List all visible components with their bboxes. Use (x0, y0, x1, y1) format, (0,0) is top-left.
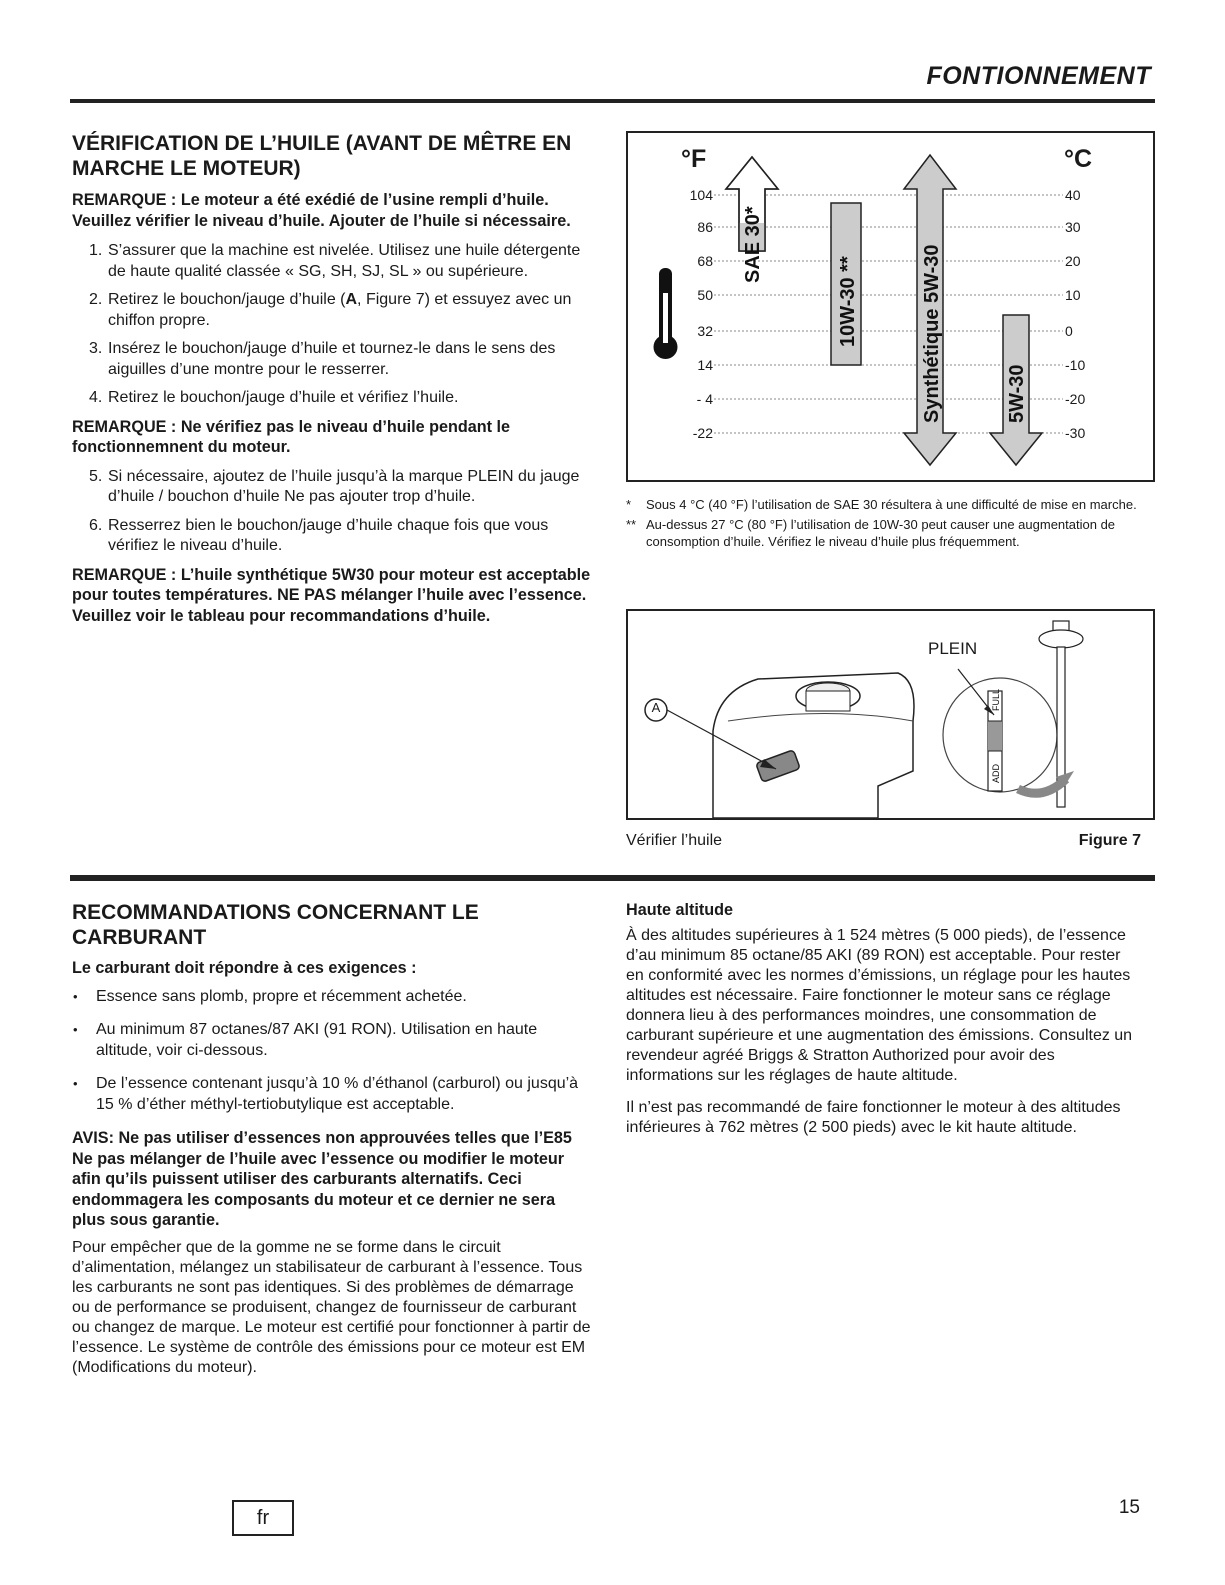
c-tick-labels (1065, 184, 1105, 444)
c-tick: -10 (1065, 357, 1086, 373)
altitude-paragraph-1: À des altitudes supérieures à 1 524 mètres (5 000 pieds), de l’essence d’au minimum 85 octane/85 AKI (89 RON) est acceptable. Pour rester en conformité avec les normes d’émissions, un réglage pour les hautes altitudes est nécessaire. Faire fonctionner le moteur sans ce réglage donnera lieu à des performances moindres, une consommation de carburant supérieure et une augmentation des émissions. Consultez un revendeur agréé Briggs & Stratton Authorized pour avoir des informations sur les réglages de haute altitude. (626, 926, 1133, 1084)
oil-check-section (72, 131, 592, 626)
list-item: • Essence sans plomb, propre et récemment achetée. (72, 987, 592, 1008)
list-item: • De l’essence contenant jusqu’à 10 % d’éthanol (carburol) ou jusqu’à 15 % d’éther méthyl-tertiobutylique est acceptable. (72, 1074, 592, 1115)
altitude-section (626, 900, 1141, 1138)
oil-check-title: VÉRIFICATION DE L’HUILE (AVANT DE MÊTRE EN MARCHE LE MOTEUR) (72, 132, 572, 180)
fuel-subtitle: Le carburant doit répondre à ces exigences : (72, 959, 417, 977)
oil-step: 6. Resserrez bien le bouchon/jauge d’huile chaque fois que vous vérifiez le niveau d’huile. (89, 516, 549, 554)
f-tick: -22 (692, 425, 713, 441)
figure-7 (626, 609, 1155, 820)
oil-note-1: REMARQUE : Le moteur a été exédié de l’usine rempli d’huile. Veuillez vérifier le niveau d’huile. Ajouter de l’huile si nécessaire. (72, 191, 571, 230)
oil-label-synth: Synthétique 5W-30 (921, 244, 943, 423)
fuel-title: RECOMMANDATIONS CONCERNANT LE CARBURANT (72, 901, 479, 949)
oil-check-illustration (628, 611, 1153, 818)
oil-step: 2. Retirez le bouchon/jauge d’huile (A, Figure 7) et essuyez avec un chiffon propre. (89, 291, 572, 329)
fuel-warning: AVIS: Ne pas utiliser d’essences non approuvées telles que l’E85 Ne pas mélanger de l’huile avec l’essence ou modifier le moteur afin qu’ils puissent utiliser des carburants alternatifs. Ceci endommagera les composants du moteur et ce dernier ne sera plus sous garantie. (72, 1129, 572, 1229)
dipstick-full-label: FULL (991, 688, 1001, 711)
f-tick: 86 (697, 219, 713, 235)
fuel-requirements (72, 987, 592, 1116)
figure-caption: Vérifier l’huile (626, 832, 723, 849)
oil-label-10w30: 10W-30 ** (837, 256, 859, 347)
c-tick: 30 (1065, 219, 1081, 235)
c-tick: 10 (1065, 287, 1081, 303)
unit-fahrenheit: °F (681, 145, 707, 173)
oil-steps-b (72, 467, 592, 557)
footnote: * Sous 4 °C (40 °F) l’utilisation de SAE 30 résultera à une difficulté de mise en marche. (626, 497, 1137, 512)
c-tick: -30 (1065, 425, 1086, 441)
f-tick: 68 (697, 253, 713, 269)
page-number: 15 (1118, 1497, 1140, 1518)
c-tick: -20 (1065, 391, 1086, 407)
c-tick: 0 (1065, 323, 1073, 339)
figure-number: Figure 7 (1078, 832, 1141, 849)
oil-label-sae30: SAE 30* (742, 206, 764, 283)
f-tick: 104 (689, 187, 713, 203)
fuel-body: Pour empêcher que de la gomme ne se forme dans le circuit d’alimentation, mélangez un stabilisateur de carburant à l’essence. Tous les carburants ne sont pas identiques. Si des problèmes de démarrage ou de performance se produisent, changez de fournisseur de carburant ou changez de marque. Le moteur est certifié pour fonctionner à partir de l’essence. Le système de contrôle des émissions pour ce moteur est EM (Modifications du moteur). (72, 1238, 591, 1376)
oil-note-3: REMARQUE : L’huile synthétique 5W30 pour moteur est acceptable pour toutes températures. NE PAS mélanger l’huile avec l’essence. Veuillez voir le tableau pour recommandations d’huile. (72, 565, 591, 625)
unit-celsius: °C (1064, 145, 1093, 173)
f-tick: 14 (697, 357, 713, 373)
oil-step: 4. Retirez le bouchon/jauge d’huile et vérifiez l’huile. (89, 389, 459, 406)
list-item: • Au minimum 87 octanes/87 AKI (91 RON). Utilisation en haute altitude, voir ci-dessous. (72, 1020, 592, 1061)
fuel-section (72, 900, 592, 1378)
section-rule (70, 875, 1155, 881)
footnote: ** Au-dessus 27 °C (80 °F) l’utilisation de 10W-30 peut causer une augmentation de consomption d’huile. Vérifiez le niveau d’huile plus fréquemment. (626, 516, 1116, 549)
oil-step: 5. Si nécessaire, ajoutez de l’huile jusqu’à la marque PLEIN du jauge d’huile / bouchon d’huile Ne pas ajouter trop d’huile. (89, 467, 580, 505)
f-tick-labels (673, 184, 713, 444)
oil-steps-a (72, 241, 592, 409)
viscosity-chart (626, 131, 1155, 482)
oil-label-5w30: 5W-30 (1006, 364, 1028, 423)
section-header: FONTIONNEMENT (926, 62, 1151, 90)
altitude-title: Haute altitude (626, 901, 734, 919)
c-tick: 40 (1065, 187, 1081, 203)
header-rule (70, 99, 1155, 103)
oil-step: 3. Insérez le bouchon/jauge d’huile et tournez-le dans le sens des aiguilles d’une montre pour le resserrer. (89, 340, 556, 378)
dipstick-add-label: ADD (991, 763, 1001, 783)
oil-note-2: REMARQUE : Ne vérifiez pas le niveau d’huile pendant le fonctionnemnent du moteur. (72, 417, 511, 456)
chart-footnotes (626, 496, 1141, 553)
plein-label: PLEIN (928, 639, 978, 658)
f-tick: 50 (697, 287, 713, 303)
c-tick: 20 (1065, 253, 1081, 269)
language-badge: fr (232, 1500, 294, 1536)
callout-a-label: A (651, 700, 661, 715)
f-tick: - 4 (696, 391, 713, 407)
f-tick: 32 (697, 323, 713, 339)
altitude-paragraph-2: Il n’est pas recommandé de faire fonctionner le moteur à des altitudes inférieures à 762 mètres (2 500 pieds) avec le kit haute altitude. (626, 1098, 1121, 1136)
oil-step: 1. S’assurer que la machine est nivelée. Utilisez une huile détergente de haute qualité classée « SG, SH, SJ, SL » ou supérieure. (89, 242, 581, 280)
